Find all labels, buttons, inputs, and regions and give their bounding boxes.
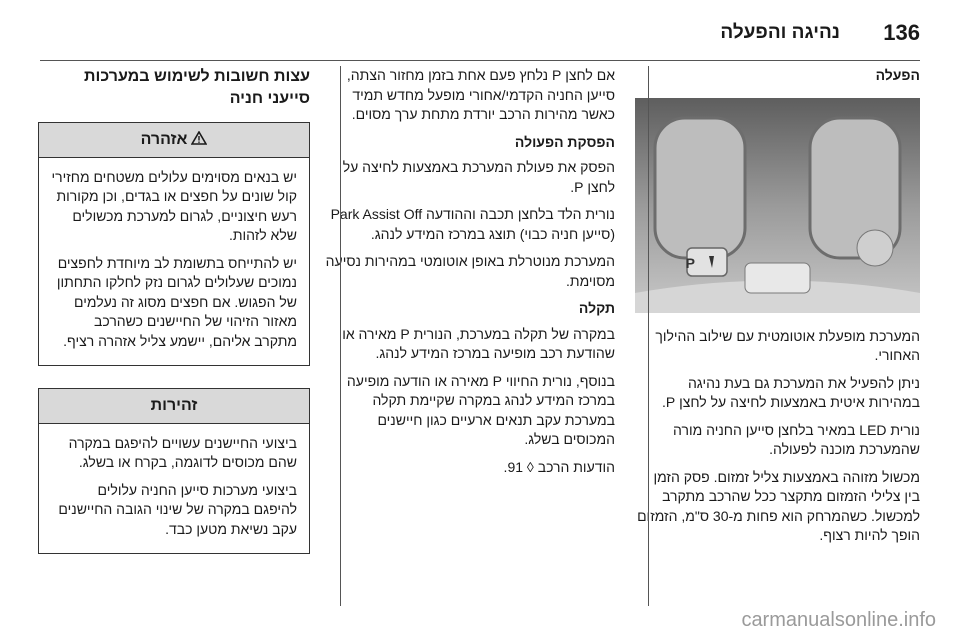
activation-heading: הפעלה bbox=[875, 67, 920, 83]
warning-triangle-icon bbox=[191, 131, 207, 145]
warning-text-1: יש בנאים מסוימים עלולים משטחים מחזירי קול שונים על חפצים או בגדים, וכן מקורות רעש חיצוניים, לגרום למערכת מכשולים שלא לזהות. bbox=[51, 168, 297, 243]
column-divider-left bbox=[340, 66, 341, 606]
caution-label: זהירות bbox=[150, 397, 198, 414]
activation-text-3: נורית LED במאיר בלחצן סייען החניה מורה שהמערכת מוכנה לפעולה. bbox=[673, 421, 920, 457]
header-divider bbox=[40, 60, 920, 61]
page-number: 136 bbox=[883, 20, 920, 45]
deactivation-heading: הפסקת הפעולה bbox=[514, 133, 615, 150]
caution-text-1: ביצועי החיישנים עשויים להיפגם במקרה שהם מכוסים לדוגמה, בקרח או בשלג. bbox=[68, 434, 297, 470]
fault-text-2: בנוסף, נורית החיווי P מאירה או הודעה מופיעה במרכז המידע לנהג במקרה שקיימת תקלה במערכת עקב תנאים ארעיים כגון חיישנים המכוסים בשלג. bbox=[346, 372, 615, 447]
activation-text-1: המערכת מופעלת אוטומטית עם שילוב ההילוך האחורי. bbox=[655, 327, 920, 363]
column-deactivation bbox=[325, 66, 615, 485]
tips-title-line2: סייעני חניה bbox=[229, 90, 310, 107]
warning-header bbox=[39, 123, 309, 158]
reactivation-text: אם לחצן P נלחץ פעם אחת בזמן מחזור הצתה, סייען החניה הקדמי/אחורי מופעל מחדש תמיד כאשר מהירות הרכב יורדת מתחת ערך מסוים. bbox=[346, 67, 615, 122]
activation-text-4: מכשול מזוהה באמצעות צליל זמזום. פסק הזמן בין צלילי הזמזום מתקצר ככל שהרכב מתקרב למכשול. כשהמרחק הוא פחות מ-30 ס"מ, הזמזום הופך להיות רצוף. bbox=[637, 468, 920, 543]
warning-box bbox=[38, 122, 310, 366]
column-activation bbox=[635, 66, 920, 554]
fault-text-1: במקרה של תקלה במערכת, הנורית P מאירה או שהודעת רכב מופיעה במרכז המידע לנהג. bbox=[342, 325, 615, 361]
page-title: נהיגה והפעלה bbox=[720, 22, 840, 43]
svg-text:P: P bbox=[685, 254, 695, 271]
caution-header bbox=[39, 389, 309, 424]
warning-body bbox=[39, 158, 309, 366]
watermark: carmanualsonline.info bbox=[741, 609, 936, 631]
deactivation-text-2: נורית הלד בלחצן תכבה וההודעה Park Assist Off (סייען חניה כבוי) תוצג במרכז המידע לנהג. bbox=[330, 206, 615, 242]
vehicle-messages-ref[interactable]: הודעות הרכב ◊ 91. bbox=[503, 458, 615, 475]
activation-text-2: ניתן להפעיל את המערכת גם בעת נהיגה במהירות איטית באמצעות לחיצה על לחצן P. bbox=[661, 374, 920, 410]
tips-title-line1: עצות חשובות לשימוש במערכות bbox=[84, 68, 310, 85]
park-assist-button-photo bbox=[635, 98, 920, 313]
column-divider-right bbox=[648, 66, 649, 606]
caution-box bbox=[38, 388, 310, 554]
deactivation-text-1: הפסק את פעולת המערכת באמצעות לחיצה על לחצן P. bbox=[342, 159, 615, 195]
fault-heading: תקלה bbox=[578, 300, 615, 316]
warning-label: אזהרה bbox=[140, 131, 188, 148]
warning-text-2: יש להתייחס בתשומת לב מיוחדת לחפצים נמוכים שעלולים לגרום נזק לחלקו התחתון של הפגוש. אם חפצים מסוג זה נעלמים מאזור הזיהוי של החיישנים כשהרכב מתקרב אליהם, יישמע צליל אזהרה רציף. bbox=[56, 254, 297, 349]
deactivation-text-3: המערכת מנוטרלת באופן אוטומטי במהירות נסיעה מסוימת. bbox=[325, 253, 615, 289]
caution-body bbox=[39, 424, 309, 554]
caution-text-2: ביצועי מערכות סייען החניה עלולים להיפגם במקרה של שינוי הגובה החיישנים עקב נשיאת מטען כבד. bbox=[58, 481, 297, 537]
column-tips bbox=[38, 66, 310, 554]
